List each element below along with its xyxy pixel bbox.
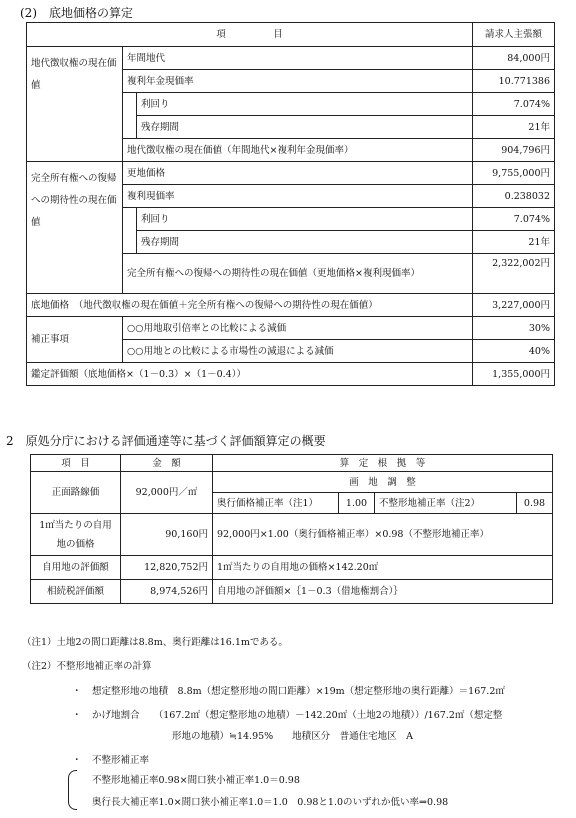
value-adj-market: 40%	[473, 340, 555, 363]
value-land-price: 9,755,000円	[473, 162, 555, 185]
value-yield-1: 7.074%	[473, 93, 555, 116]
row-label-road-price: 正面路線価	[31, 472, 121, 514]
row-label-pv-reversion: 完全所有権への復帰への期待性の現在価値（更地価格×複利現価率）	[123, 254, 473, 294]
value-period-1: 21年	[473, 116, 555, 139]
row-label-annual-rent: 年間地代	[123, 47, 473, 70]
note-irregular-rate-title: 不整形補正率	[92, 755, 150, 766]
value-annuity-rate: 10.771386	[473, 70, 555, 93]
row-label-remaining-period: 残存期間	[137, 116, 473, 139]
row-label-tax-value: 相続税評価額	[31, 580, 121, 604]
note-1: （注1）土地2の間口距離は8.8m、奥行距離は16.1mである。	[22, 637, 288, 648]
value-pv-reversion: 2,322,002円	[473, 254, 555, 294]
brace-bracket	[68, 770, 77, 810]
adj-depth-label: 奥行価格補正率（注1）	[213, 493, 339, 514]
value-tax-value: 8,974,526円	[121, 580, 213, 604]
row-label-pv-ground-rent: 地代徴収権の現在価値（年間地代×複利年金現価率）	[123, 139, 473, 162]
bullet-2: ・	[72, 710, 82, 721]
row-label-remaining-period-2: 残存期間	[137, 231, 473, 254]
group-label-ground-rent: 地代徴収権の現在価値	[27, 47, 123, 162]
note-2: （注2）不整形地補正率の計算	[22, 661, 152, 672]
row-label-appraisal: 鑑定評価額（底地価格×（1－0.3）×（1－0.4））	[27, 363, 473, 386]
row-label-yield-2: 利回り	[137, 208, 473, 231]
col-header-basis: 算 定 根 拠 等	[213, 455, 553, 472]
adj-irregular-label: 不整形地補正率（注2）	[375, 493, 517, 514]
valuation-table	[30, 454, 553, 604]
col-header-amount: 請求人主張額	[473, 23, 555, 47]
bullet-3: ・	[72, 755, 82, 766]
note-irregular-calc-2: 奥行長大補正率1.0×間口狭小補正率1.0＝1.0 0.98と1.0のいずれか低い率⇒0.98	[92, 797, 449, 808]
row-label-adj-market: ○○用地との比較による市場性の減退による減価	[123, 340, 473, 363]
value-annual-rent: 84,000円	[473, 47, 555, 70]
adj-depth-value: 1.00	[339, 493, 375, 514]
row-label-yield: 利回り	[137, 93, 473, 116]
adj-irregular-value: 0.98	[517, 493, 553, 514]
row-label-base-land-price: 底地価格 （地代徴収権の現在価値＋完全所有権への復帰への期待性の現在価値）	[27, 294, 473, 317]
value-per-m2: 90,160円	[121, 514, 213, 556]
note-shadow-ratio-cont: 形地の地積）≒14.95% 地積区分 普通住宅地区 A	[172, 731, 414, 742]
section-heading-base-land: (2) 底地価格の算定	[20, 6, 133, 20]
col-header-item: 項 目	[27, 23, 473, 47]
value-appraisal: 1,355,000円	[473, 363, 555, 386]
row-label-pv-rate: 複利現価率	[123, 185, 473, 208]
group-label-reversion: 完全所有権への復帰への期待性の現在価値	[27, 162, 123, 294]
bullet-1: ・	[72, 686, 82, 697]
basis-per-m2: 92,000円×1.00（奥行価格補正率）×0.98（不整形地補正率）	[213, 514, 553, 556]
value-period-2: 21年	[473, 231, 555, 254]
row-label-per-m2: 1㎡当たりの自用地の価格	[31, 514, 121, 556]
basis-self-use: 1㎡当たりの自用地の価格×142.20㎡	[213, 556, 553, 580]
row-label-adj-multiplier: ○○用地取引倍率との比較による減価	[123, 317, 473, 340]
value-pv-ground-rent: 904,796円	[473, 139, 555, 162]
basis-tax-value: 自用地の評価額×｛1－0.3（借地権割合）｝	[213, 580, 553, 604]
row-label-land-price: 更地価格	[123, 162, 473, 185]
value-adj-multiplier: 30%	[473, 317, 555, 340]
note-irregular-calc-1: 不整形地補正率0.98×間口狭小補正率1.0＝0.98	[92, 775, 300, 786]
adjustment-title: 画 地 調 整	[213, 472, 553, 493]
group-label-adjustments: 補正事項	[27, 317, 123, 363]
col-header-amount: 金 額	[121, 455, 213, 472]
note-assumed-area: 想定整形地の地積 8.8m（想定整形地の間口距離）×19m（想定整形地の奥行距離）＝167.2㎡	[92, 686, 505, 697]
note-shadow-ratio: かげ地割合 （167.2㎡（想定整形地の地積）－142.20㎡（土地2の地積））/167.2㎡（想定整	[92, 710, 503, 721]
value-road-price: 92,000円／㎡	[121, 472, 213, 514]
base-land-price-table	[26, 22, 555, 386]
col-header-item: 項 目	[31, 455, 121, 472]
value-self-use: 12,820,752円	[121, 556, 213, 580]
row-label-self-use: 自用地の評価額	[31, 556, 121, 580]
value-yield-2: 7.074%	[473, 208, 555, 231]
section-heading-valuation: 2 原処分庁における評価通達等に基づく評価額算定の概要	[6, 434, 326, 448]
value-base-land-price: 3,227,000円	[473, 294, 555, 317]
value-pv-rate: 0.238032	[473, 185, 555, 208]
row-label-annuity-rate: 複利年金現価率	[123, 70, 473, 93]
